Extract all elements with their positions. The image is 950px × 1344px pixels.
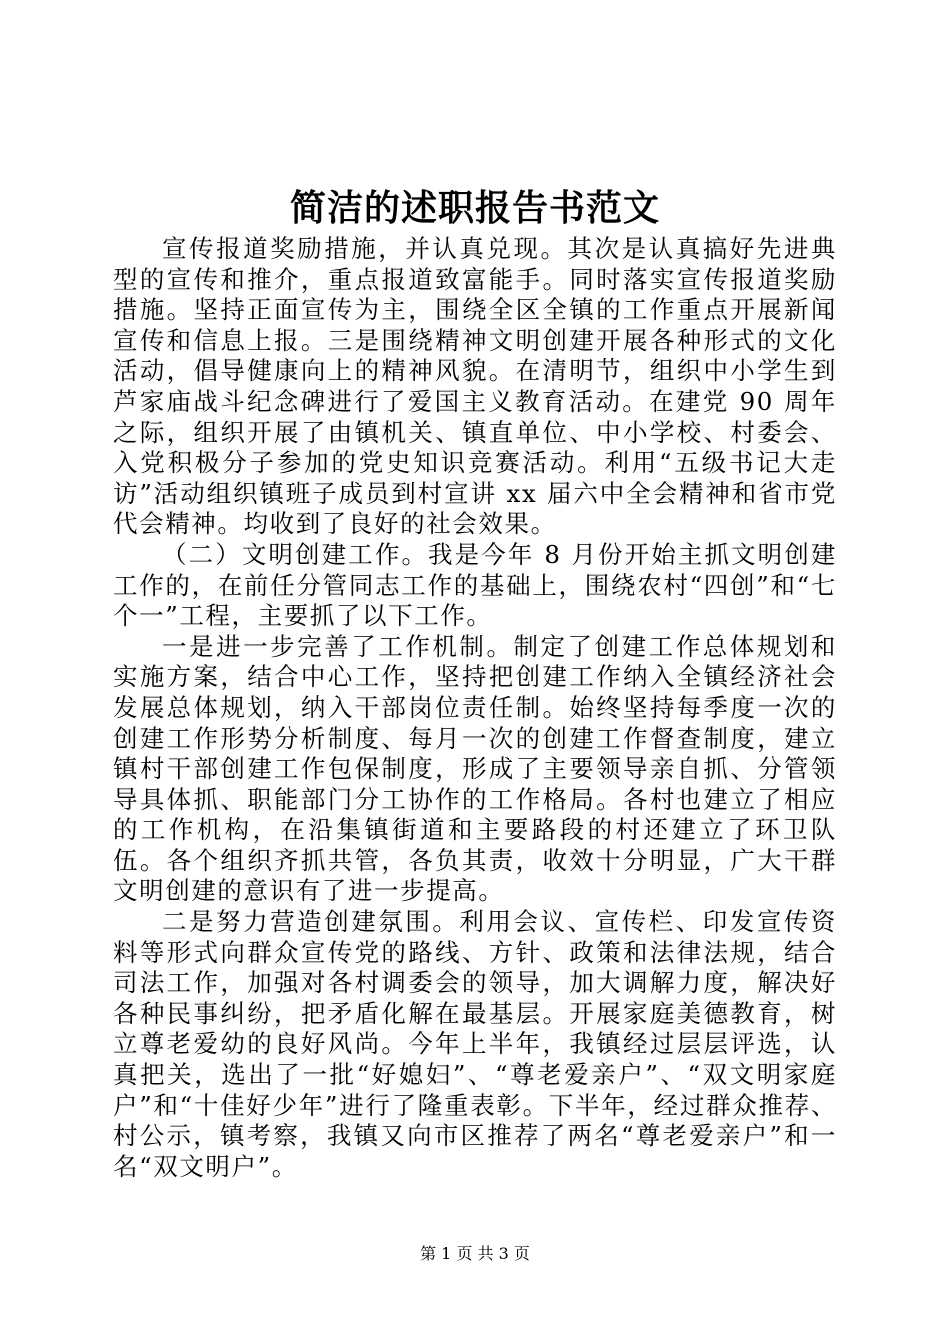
page-footer: 第 1 页 共 3 页 [420,1244,530,1263]
document-body [113,234,837,1182]
paragraph: 宣传报道奖励措施，并认真兑现。其次是认真搞好先进典型的宣传和推介，重点报道致富能手。同时落实宣传报道奖励措施。坚持正面宣传为主，围绕全区全镇的工作重点开展新闻宣传和信息上报。三是围绕精神文明创建开展各种形式的文化活动，倡导健康向上的精神风貌。在清明节，组织中小学生到芦家庙战斗纪念碑进行了爱国主义教育活动。在建党 90 周年之际，组织开展了由镇机关、镇直单位、中小学校、村委会、入党积极分子参加的党史知识竞赛活动。利用“五级书记大走访”活动组织镇班子成员到村宣讲 xx 届六中全会精神和省市党代会精神。均收到了良好的社会效果。 [113,234,837,539]
paragraph: （二）文明创建工作。我是今年 8 月份开始主抓文明创建工作的，在前任分管同志工作的基础上，围绕农村“四创”和“七个一”工程，主要抓了以下工作。 [113,539,837,631]
paragraph: 二是努力营造创建氛围。利用会议、宣传栏、印发宣传资料等形式向群众宣传党的路线、方针、政策和法律法规，结合司法工作，加强对各村调委会的领导，加大调解力度，解决好各种民事纠纷，把矛盾化解在最基层。开展家庭美德教育，树立尊老爱幼的良好风尚。今年上半年，我镇经过层层评选，认真把关，选出了一批“好媳妇”、“尊老爱亲户”、“双文明家庭户”和“十佳好少年”进行了隆重表彰。下半年，经过群众推荐、村公示，镇考察，我镇又向市区推荐了两名“尊老爱亲户”和一名“双文明户”。 [113,907,837,1181]
paragraph: 一是进一步完善了工作机制。制定了创建工作总体规划和实施方案，结合中心工作，坚持把创建工作纳入全镇经济社会发展总体规划，纳入干部岗位责任制。始终坚持每季度一次的创建工作形势分析制度、每月一次的创建工作督查制度，建立镇村干部创建工作包保制度，形成了主要领导亲自抓、分管领导具体抓、职能部门分工协作的工作格局。各村也建立了相应的工作机构，在沿集镇街道和主要路段的村还建立了环卫队伍。各个组织齐抓共管，各负其责，收效十分明显，广大干群文明创建的意识有了进一步提高。 [113,631,837,906]
document-title: 简洁的述职报告书范文 [289,187,660,229]
